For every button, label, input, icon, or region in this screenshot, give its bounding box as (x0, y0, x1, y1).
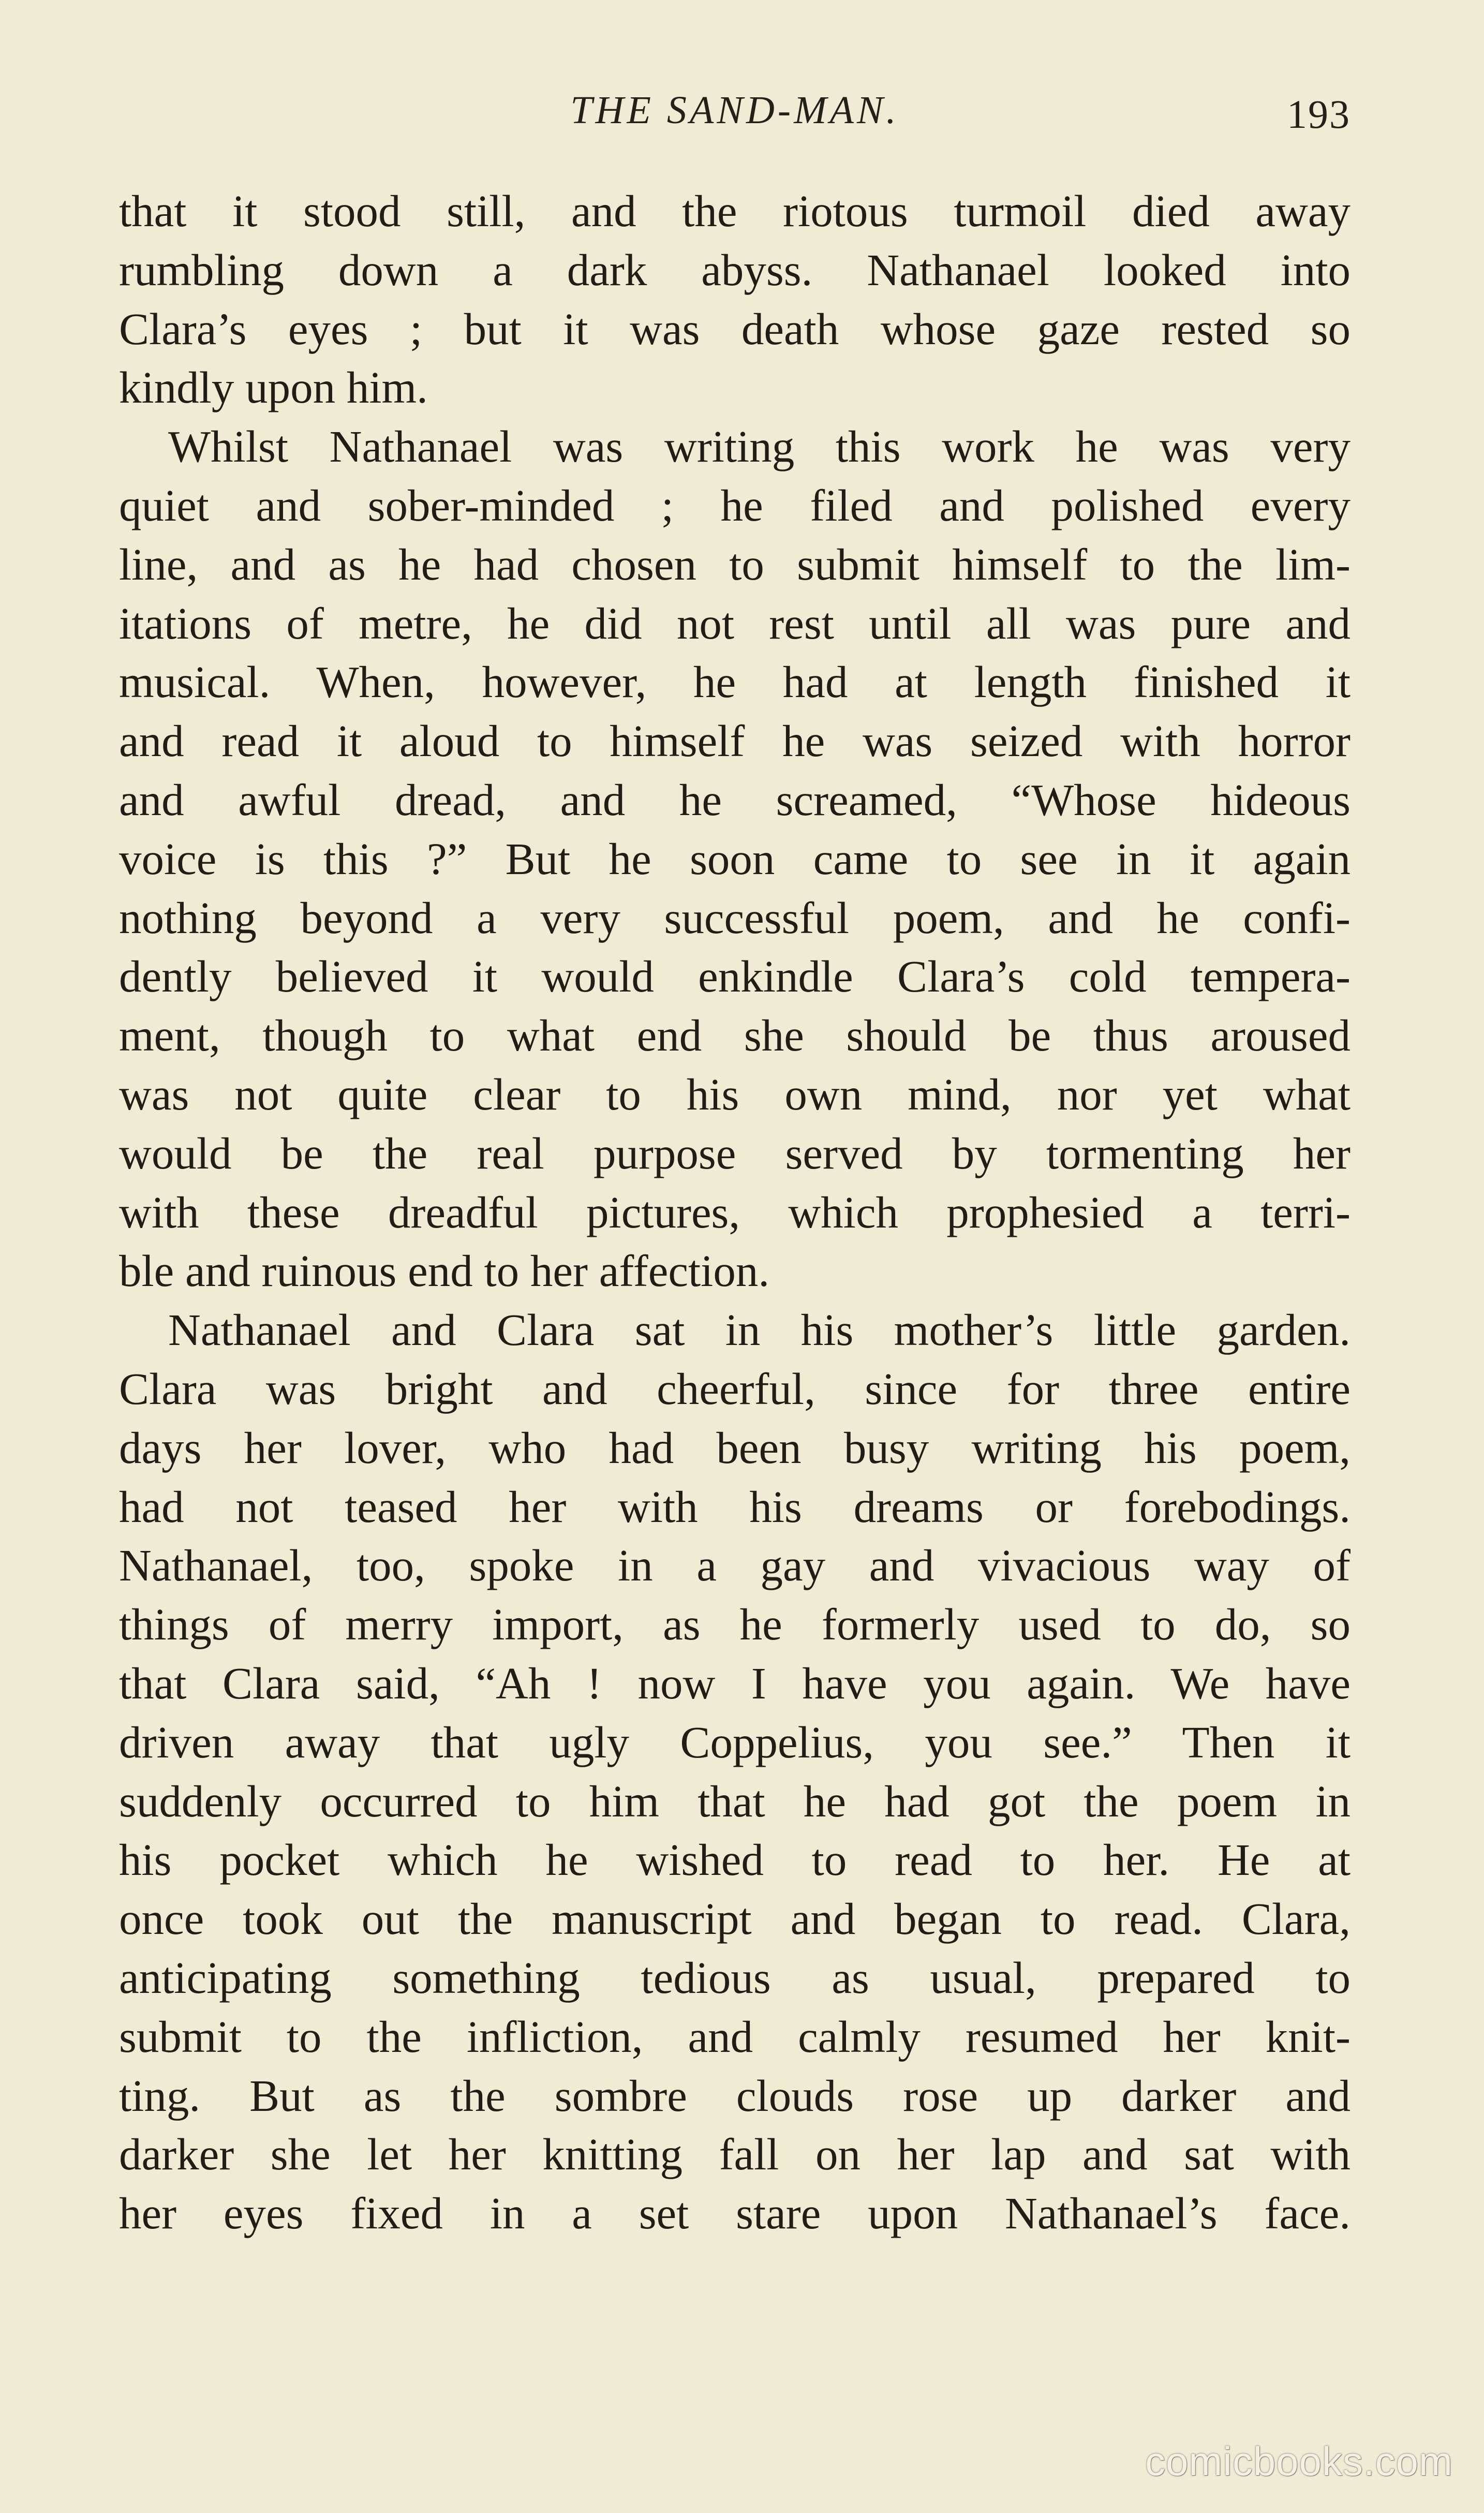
text-line: Whilst Nathanael was writing this work he was very (168, 421, 1351, 472)
text-line: that Clara said, “Ah ! now I have you again. We have (119, 1658, 1351, 1708)
page-number: 193 (1287, 92, 1351, 137)
text-line: was not quite clear to his own mind, nor yet what (119, 1069, 1351, 1119)
text-line: ment, though to what end she should be thus aroused (119, 1010, 1351, 1061)
running-head (119, 88, 1351, 140)
site-watermark: comicbooks.com (1145, 2438, 1453, 2484)
text-line: submit to the infliction, and calmly resumed her knit- (119, 2011, 1351, 2062)
text-line: ble and ruinous end to her affection. (119, 1246, 770, 1296)
text-line: would be the real purpose served by tormenting her (119, 1128, 1351, 1178)
text-line: driven away that ugly Coppelius, you see.” Then it (119, 1717, 1351, 1767)
text-line: kindly upon him. (119, 362, 428, 413)
text-line: things of merry import, as he formerly used to do, so (119, 1599, 1351, 1650)
text-line: had not teased her with his dreams or forebodings. (119, 1481, 1351, 1532)
text-line: Clara’s eyes ; but it was death whose gaze rested so (119, 303, 1351, 354)
text-line: itations of metre, he did not rest until all was pure and (119, 598, 1351, 648)
text-line: musical. When, however, he had at length finished it (119, 657, 1351, 707)
text-line: and awful dread, and he screamed, “Whose hideous (119, 774, 1351, 825)
text-line: ting. But as the sombre clouds rose up darker and (119, 2070, 1351, 2121)
text-line: suddenly occurred to him that he had got the poem in (119, 1776, 1351, 1826)
text-line: voice is this ?” But he soon came to see in it again (119, 833, 1351, 884)
text-line: anticipating something tedious as usual, prepared to (119, 1952, 1351, 2003)
text-line: once took out the manuscript and began to read. Clara, (119, 1894, 1351, 1944)
text-line: rumbling down a dark abyss. Nathanael looked into (119, 244, 1351, 295)
text-line: dently believed it would enkindle Clara’s cold tempera- (119, 951, 1351, 1002)
text-line: and read it aloud to himself he was seized with horror (119, 716, 1351, 766)
text-line: days her lover, who had been busy writing his poem, (119, 1422, 1351, 1473)
body-text (119, 182, 1351, 2243)
text-line: with these dreadful pictures, which prophesied a terri- (119, 1187, 1351, 1237)
text-line: darker she let her knitting fall on her lap and sat with (119, 2129, 1351, 2180)
text-line: Clara was bright and cheerful, since for three entire (119, 1363, 1351, 1414)
text-line: Nathanael, too, spoke in a gay and vivacious way of (119, 1540, 1351, 1591)
text-line: line, and as he had chosen to submit himself to the lim- (119, 539, 1351, 589)
text-line: her eyes fixed in a set stare upon Nathanael’s face. (119, 2188, 1351, 2239)
running-title: THE SAND-MAN. (570, 88, 899, 132)
text-line: quiet and sober-minded ; he filed and polished every (119, 480, 1351, 530)
text-line: that it stood still, and the riotous turmoil died away (119, 186, 1351, 236)
text-line: nothing beyond a very successful poem, and he confi- (119, 892, 1351, 943)
text-line: Nathanael and Clara sat in his mother’s little garden. (168, 1305, 1351, 1355)
text-line: his pocket which he wished to read to her. He at (119, 1835, 1351, 1885)
